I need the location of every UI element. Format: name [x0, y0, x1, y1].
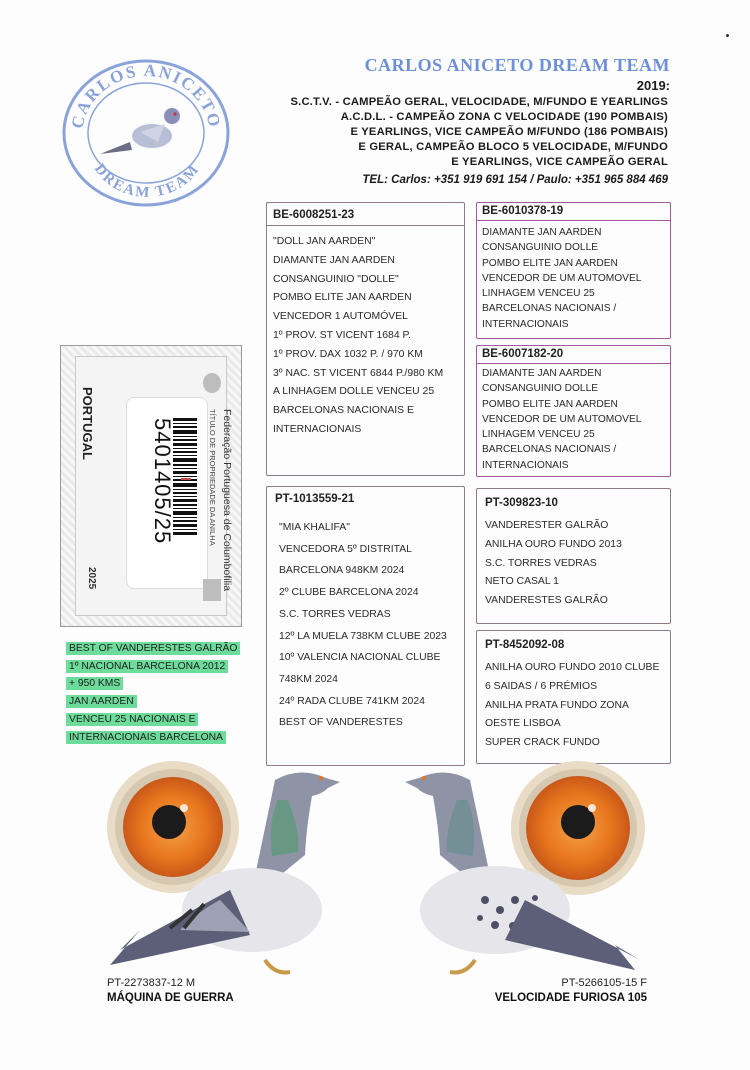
ownership-subtitle: TÍTULO DE PROPRIEDADE DA ANILHA	[208, 409, 217, 546]
svg-text:CARLOS ANICETO	[67, 61, 224, 131]
pedigree-line: 1º PROV. DAX 1032 P. / 970 KM	[273, 348, 423, 360]
highlight-line: + 950 KMS	[66, 678, 123, 689]
pedigree-line: 24º RADA CLUBE 741KM 2024	[279, 695, 425, 707]
pedigree-line: INTERNACIONAIS	[482, 459, 569, 471]
stamp-pigeon-icon	[100, 108, 180, 154]
header-line: E GERAL, CAMPEÃO BLOCO 5 VELOCIDADE, M/FUNDO	[358, 141, 668, 153]
pedigree-line: LINHAGEM VENCEU 25	[482, 429, 595, 441]
pedigree-line: VENCEDOR 1 AUTOMÓVEL	[273, 311, 408, 323]
ring-year: 2025	[86, 567, 97, 590]
ring-country: PORTUGAL	[80, 387, 95, 460]
header-line: E YEARLINGS, VICE CAMPEÃO M/FUNDO (186 POMBAIS)	[350, 126, 668, 138]
pedigree-line: 1º PROV. ST VICENT 1684 P.	[273, 329, 411, 341]
pedigree-line: CONSANGUINIO "DOLLE"	[273, 273, 399, 285]
pedigree-line: 2º CLUBE BARCELONA 2024	[279, 587, 419, 599]
ring-number: BE-6008251-23	[273, 209, 355, 221]
highlight-line: JAN AARDEN	[66, 696, 137, 707]
pedigree-line: 3º NAC. ST VICENT 6844 P./980 KM	[273, 367, 444, 379]
federation-logo-icon	[203, 373, 221, 393]
pedigree-line: DIAMANTE JAN AARDEN	[482, 368, 602, 379]
stamp-bottom-text: DREAM TEAM	[90, 160, 204, 202]
ring-number-text: 5401405/25	[150, 418, 175, 545]
pedigree-box-dam	[266, 486, 465, 766]
pedigree-line: A LINHAGEM DOLLE VENCEU 25	[273, 386, 435, 398]
pedigree-line: VANDERESTER GALRÃO	[485, 520, 609, 531]
pedigree-line: ANILHA PRATA FUNDO ZONA	[485, 699, 629, 711]
pedigree-line: BARCELONAS NACIONAIS E	[273, 405, 414, 417]
header-line: E YEARLINGS, VICE CAMPEÃO GERAL	[451, 156, 668, 168]
pedigree-line: 12º LA MUELA 738KM CLUBE 2023	[279, 630, 447, 642]
pedigree-line: CONSANGUINIO DOLLE	[482, 242, 599, 254]
pedigree-line: BARCELONA 948KM 2024	[279, 565, 405, 577]
highlight-line: VENCEU 25 NACIONAIS E	[66, 714, 198, 725]
pedigree-line: POMBO ELITE JAN AARDEN	[482, 257, 618, 269]
ring-number: PT-309823-10	[485, 497, 558, 509]
highlight-line: BEST OF VANDERESTES GALRÃO	[66, 643, 240, 654]
ring-ownership-card	[60, 345, 242, 627]
pedigree-line: OESTE LISBOA	[485, 718, 561, 730]
pedigree-line: DIAMANTE JAN AARDEN	[273, 254, 395, 266]
pedigree-line: S.C. TORRES VEDRAS	[485, 557, 597, 569]
pedigree-box-dam-dam	[476, 630, 671, 764]
pedigree-box-sire-sire	[476, 202, 671, 339]
barcode-icon	[173, 418, 197, 538]
pedigree-line: VENCEDOR DE UM AUTOMOVEL	[482, 413, 642, 425]
pedigree-line: POMBO ELITE JAN AARDEN	[273, 292, 412, 304]
pedigree-box-dam-sire	[476, 488, 671, 624]
pedigree-line: S.C. TORRES VEDRAS	[279, 608, 391, 620]
pedigree-line: LINHAGEM VENCEU 25	[482, 288, 595, 300]
pedigree-line: ANILHA OURO FUNDO 2010 CLUBE	[485, 662, 660, 673]
page-speck	[726, 34, 729, 37]
pedigree-line: INTERNACIONAIS	[482, 318, 569, 330]
pedigree-line: BARCELONAS NACIONAIS /	[482, 303, 617, 315]
pedigree-line: BARCELONAS NACIONAIS /	[482, 444, 617, 456]
sire-ring-caption: PT-2273837-12 M	[107, 977, 196, 989]
dream-team-stamp	[60, 58, 232, 208]
sire-name-caption: MÁQUINA DE GUERRA	[107, 992, 234, 1004]
pedigree-line: "MIA KHALIFA"	[279, 522, 350, 533]
pedigree-line: POMBO ELITE JAN AARDEN	[482, 398, 618, 410]
barcode-label	[126, 397, 208, 589]
federation-emblem-icon	[203, 579, 221, 601]
ring-number: PT-8452092-08	[485, 639, 565, 651]
header-year: 2019:	[636, 78, 670, 93]
header-line: A.C.D.L. - CAMPEÃO ZONA C VELOCIDADE (190 POMBAIS)	[340, 111, 668, 123]
federation-name: Federação Portuguesa de Columbofilia	[221, 409, 233, 592]
pedigree-box-sire	[266, 202, 465, 476]
dam-name-caption: VELOCIDADE FURIOSA 105	[494, 992, 647, 1004]
pedigree-line: CONSANGUINIO DOLLE	[482, 383, 599, 395]
pedigree-line: VENCEDORA 5º DISTRITAL	[279, 543, 412, 555]
pedigree-line: DIAMANTE JAN AARDEN	[482, 227, 602, 238]
pedigree-box-sire-dam	[476, 345, 671, 477]
pedigree-line: VANDERESTES GALRÃO	[485, 595, 608, 607]
highlight-line: 1º NACIONAL BARCELONA 2012	[66, 661, 228, 672]
pedigree-line: 6 SAIDAS / 6 PRÉMIOS	[485, 680, 598, 692]
highlight-line: INTERNACIONAIS BARCELONA	[66, 732, 226, 743]
pedigree-line: ANILHA OURO FUNDO 2013	[485, 538, 622, 550]
kennel-title: CARLOS ANICETO DREAM TEAM	[364, 55, 670, 75]
ring-number: BE-6007182-20	[482, 348, 564, 360]
pedigree-line: VENCEDOR DE UM AUTOMOVEL	[482, 272, 642, 284]
pedigree-line: "DOLL JAN AARDEN"	[273, 236, 376, 247]
pedigree-line: 748KM 2024	[279, 673, 338, 685]
pedigree-line: NETO CASAL 1	[485, 576, 559, 588]
ring-number: BE-6010378-19	[482, 205, 564, 217]
sire-pigeon-image	[100, 760, 350, 980]
dam-ring-caption: PT-5266105-15 F	[561, 977, 647, 989]
pedigree-line: INTERNACIONAIS	[273, 423, 362, 435]
ring-number: PT-1013559-21	[275, 493, 355, 505]
pedigree-line: 10º VALENCIA NACIONAL CLUBE	[279, 652, 441, 664]
dam-pigeon-image	[395, 760, 645, 980]
pedigree-line: SUPER CRACK FUNDO	[485, 737, 600, 749]
telephone-line: TEL: Carlos: +351 919 691 154 / Paulo: +351 965 884 469	[362, 174, 668, 186]
header-line: S.C.T.V. - CAMPEÃO GERAL, VELOCIDADE, M/FUNDO E YEARLINGS	[290, 96, 668, 108]
stamp-top-text: CARLOS ANICETO	[67, 60, 225, 131]
pedigree-line: BEST OF VANDERESTES	[279, 717, 403, 729]
